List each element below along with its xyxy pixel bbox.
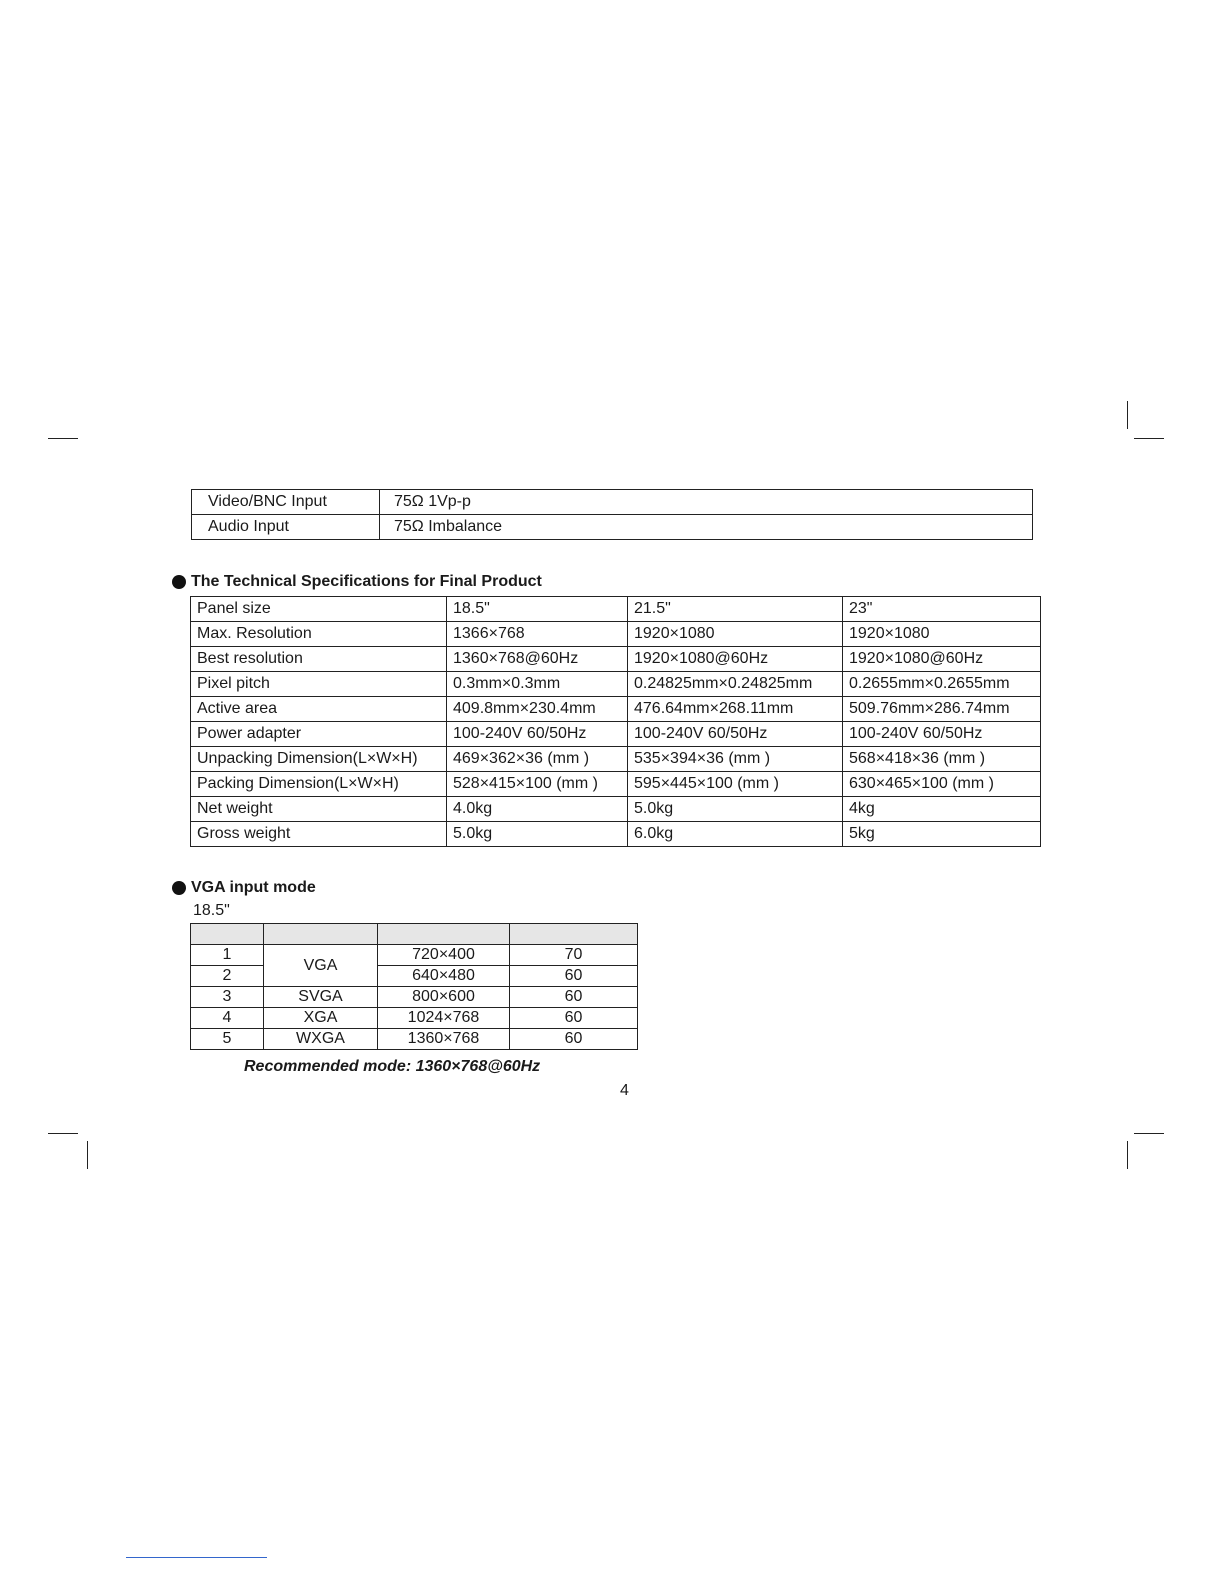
table-cell: 5 xyxy=(191,1029,264,1050)
table-cell: WXGA xyxy=(264,1029,378,1050)
page-number: 4 xyxy=(620,1082,629,1099)
table-row xyxy=(191,966,638,987)
table-cell: 60 xyxy=(510,1029,638,1050)
technical-spec-table xyxy=(190,596,1041,847)
spec-value-cell: 5.0kg xyxy=(628,797,843,822)
spec-value-cell: 568×418×36 (mm ) xyxy=(843,747,1041,772)
spec-value-cell: 1920×1080 xyxy=(628,622,843,647)
table-row xyxy=(191,697,1041,722)
spec-value-cell: 1920×1080 xyxy=(843,622,1041,647)
spec-value-cell: 5kg xyxy=(843,822,1041,847)
spec-label-cell: Pixel pitch xyxy=(191,672,447,697)
table-cell: 60 xyxy=(510,1008,638,1029)
table-header-cell xyxy=(378,924,510,945)
spec-label-cell: Active area xyxy=(191,697,447,722)
vga-heading-text: VGA input mode xyxy=(191,879,316,896)
bullet-icon xyxy=(172,575,186,589)
table-cell: Video/BNC Input xyxy=(192,490,380,515)
spec-value-cell: 535×394×36 (mm ) xyxy=(628,747,843,772)
spec-heading-text: The Technical Specifications for Final Product xyxy=(191,573,542,590)
table-row xyxy=(191,945,638,966)
table-row xyxy=(191,1008,638,1029)
crop-mark xyxy=(1134,1133,1164,1134)
table-cell: 75Ω Imbalance xyxy=(380,515,1033,540)
spec-label-cell: Unpacking Dimension(L×W×H) xyxy=(191,747,447,772)
table-cell: 60 xyxy=(510,987,638,1008)
spec-value-cell: 0.24825mm×0.24825mm xyxy=(628,672,843,697)
table-row xyxy=(191,987,638,1008)
spec-value-cell: 595×445×100 (mm ) xyxy=(628,772,843,797)
spec-value-cell: 1360×768@60Hz xyxy=(447,647,628,672)
spec-value-cell: 1920×1080@60Hz xyxy=(843,647,1041,672)
spec-value-cell: 5.0kg xyxy=(447,822,628,847)
vga-mode-table xyxy=(190,923,638,1050)
table-cell: 60 xyxy=(510,966,638,987)
table-cell: 70 xyxy=(510,945,638,966)
table-row xyxy=(191,747,1041,772)
spec-value-cell: 476.64mm×268.11mm xyxy=(628,697,843,722)
spec-value-cell: 18.5" xyxy=(447,597,628,622)
footer-rule xyxy=(126,1557,267,1558)
table-row xyxy=(191,647,1041,672)
spec-value-cell: 409.8mm×230.4mm xyxy=(447,697,628,722)
spec-value-cell: 21.5" xyxy=(628,597,843,622)
spec-label-cell: Power adapter xyxy=(191,722,447,747)
table-row xyxy=(191,597,1041,622)
spec-value-cell: 100-240V 60/50Hz xyxy=(628,722,843,747)
table-row xyxy=(191,622,1041,647)
spec-label-cell: Panel size xyxy=(191,597,447,622)
spec-value-cell: 23" xyxy=(843,597,1041,622)
table-header-row xyxy=(191,924,638,945)
spec-value-cell: 6.0kg xyxy=(628,822,843,847)
crop-mark xyxy=(87,1141,88,1169)
spec-value-cell: 0.3mm×0.3mm xyxy=(447,672,628,697)
spec-label-cell: Packing Dimension(L×W×H) xyxy=(191,772,447,797)
table-cell: VGA xyxy=(264,945,378,987)
spec-value-cell: 100-240V 60/50Hz xyxy=(843,722,1041,747)
table-cell: 3 xyxy=(191,987,264,1008)
spec-label-cell: Gross weight xyxy=(191,822,447,847)
spec-value-cell: 4kg xyxy=(843,797,1041,822)
spec-label-cell: Net weight xyxy=(191,797,447,822)
crop-mark xyxy=(1127,401,1128,429)
spec-label-cell: Best resolution xyxy=(191,647,447,672)
table-cell: XGA xyxy=(264,1008,378,1029)
table-cell: 4 xyxy=(191,1008,264,1029)
crop-mark xyxy=(48,438,78,439)
table-cell: 1024×768 xyxy=(378,1008,510,1029)
crop-mark xyxy=(48,1133,78,1134)
table-row xyxy=(192,515,1033,540)
table-cell: 2 xyxy=(191,966,264,987)
spec-value-cell: 469×362×36 (mm ) xyxy=(447,747,628,772)
spec-heading xyxy=(172,573,542,591)
vga-subheading: 18.5" xyxy=(193,902,230,919)
table-cell: 640×480 xyxy=(378,966,510,987)
spec-value-cell: 0.2655mm×0.2655mm xyxy=(843,672,1041,697)
table-row xyxy=(191,1029,638,1050)
table-cell: SVGA xyxy=(264,987,378,1008)
table-cell: 720×400 xyxy=(378,945,510,966)
recommended-mode: Recommended mode: 1360×768@60Hz xyxy=(244,1058,541,1075)
spec-value-cell: 1366×768 xyxy=(447,622,628,647)
table-row xyxy=(192,490,1033,515)
table-header-cell xyxy=(510,924,638,945)
table-row xyxy=(191,822,1041,847)
spec-label-cell: Max. Resolution xyxy=(191,622,447,647)
spec-value-cell: 100-240V 60/50Hz xyxy=(447,722,628,747)
table-row xyxy=(191,722,1041,747)
table-header-cell xyxy=(191,924,264,945)
table-cell: 1 xyxy=(191,945,264,966)
crop-mark xyxy=(1134,438,1164,439)
table-cell: 75Ω 1Vp-p xyxy=(380,490,1033,515)
spec-value-cell: 1920×1080@60Hz xyxy=(628,647,843,672)
table-row xyxy=(191,772,1041,797)
table-row xyxy=(191,797,1041,822)
table-row xyxy=(191,672,1041,697)
table-cell: Audio Input xyxy=(192,515,380,540)
spec-value-cell: 630×465×100 (mm ) xyxy=(843,772,1041,797)
spec-value-cell: 509.76mm×286.74mm xyxy=(843,697,1041,722)
table-cell: 800×600 xyxy=(378,987,510,1008)
spec-value-cell: 4.0kg xyxy=(447,797,628,822)
table-header-cell xyxy=(264,924,378,945)
vga-heading xyxy=(172,879,316,897)
table-cell: 1360×768 xyxy=(378,1029,510,1050)
crop-mark xyxy=(1127,1141,1128,1169)
bullet-icon xyxy=(172,881,186,895)
spec-value-cell: 528×415×100 (mm ) xyxy=(447,772,628,797)
input-spec-table xyxy=(191,489,1033,540)
